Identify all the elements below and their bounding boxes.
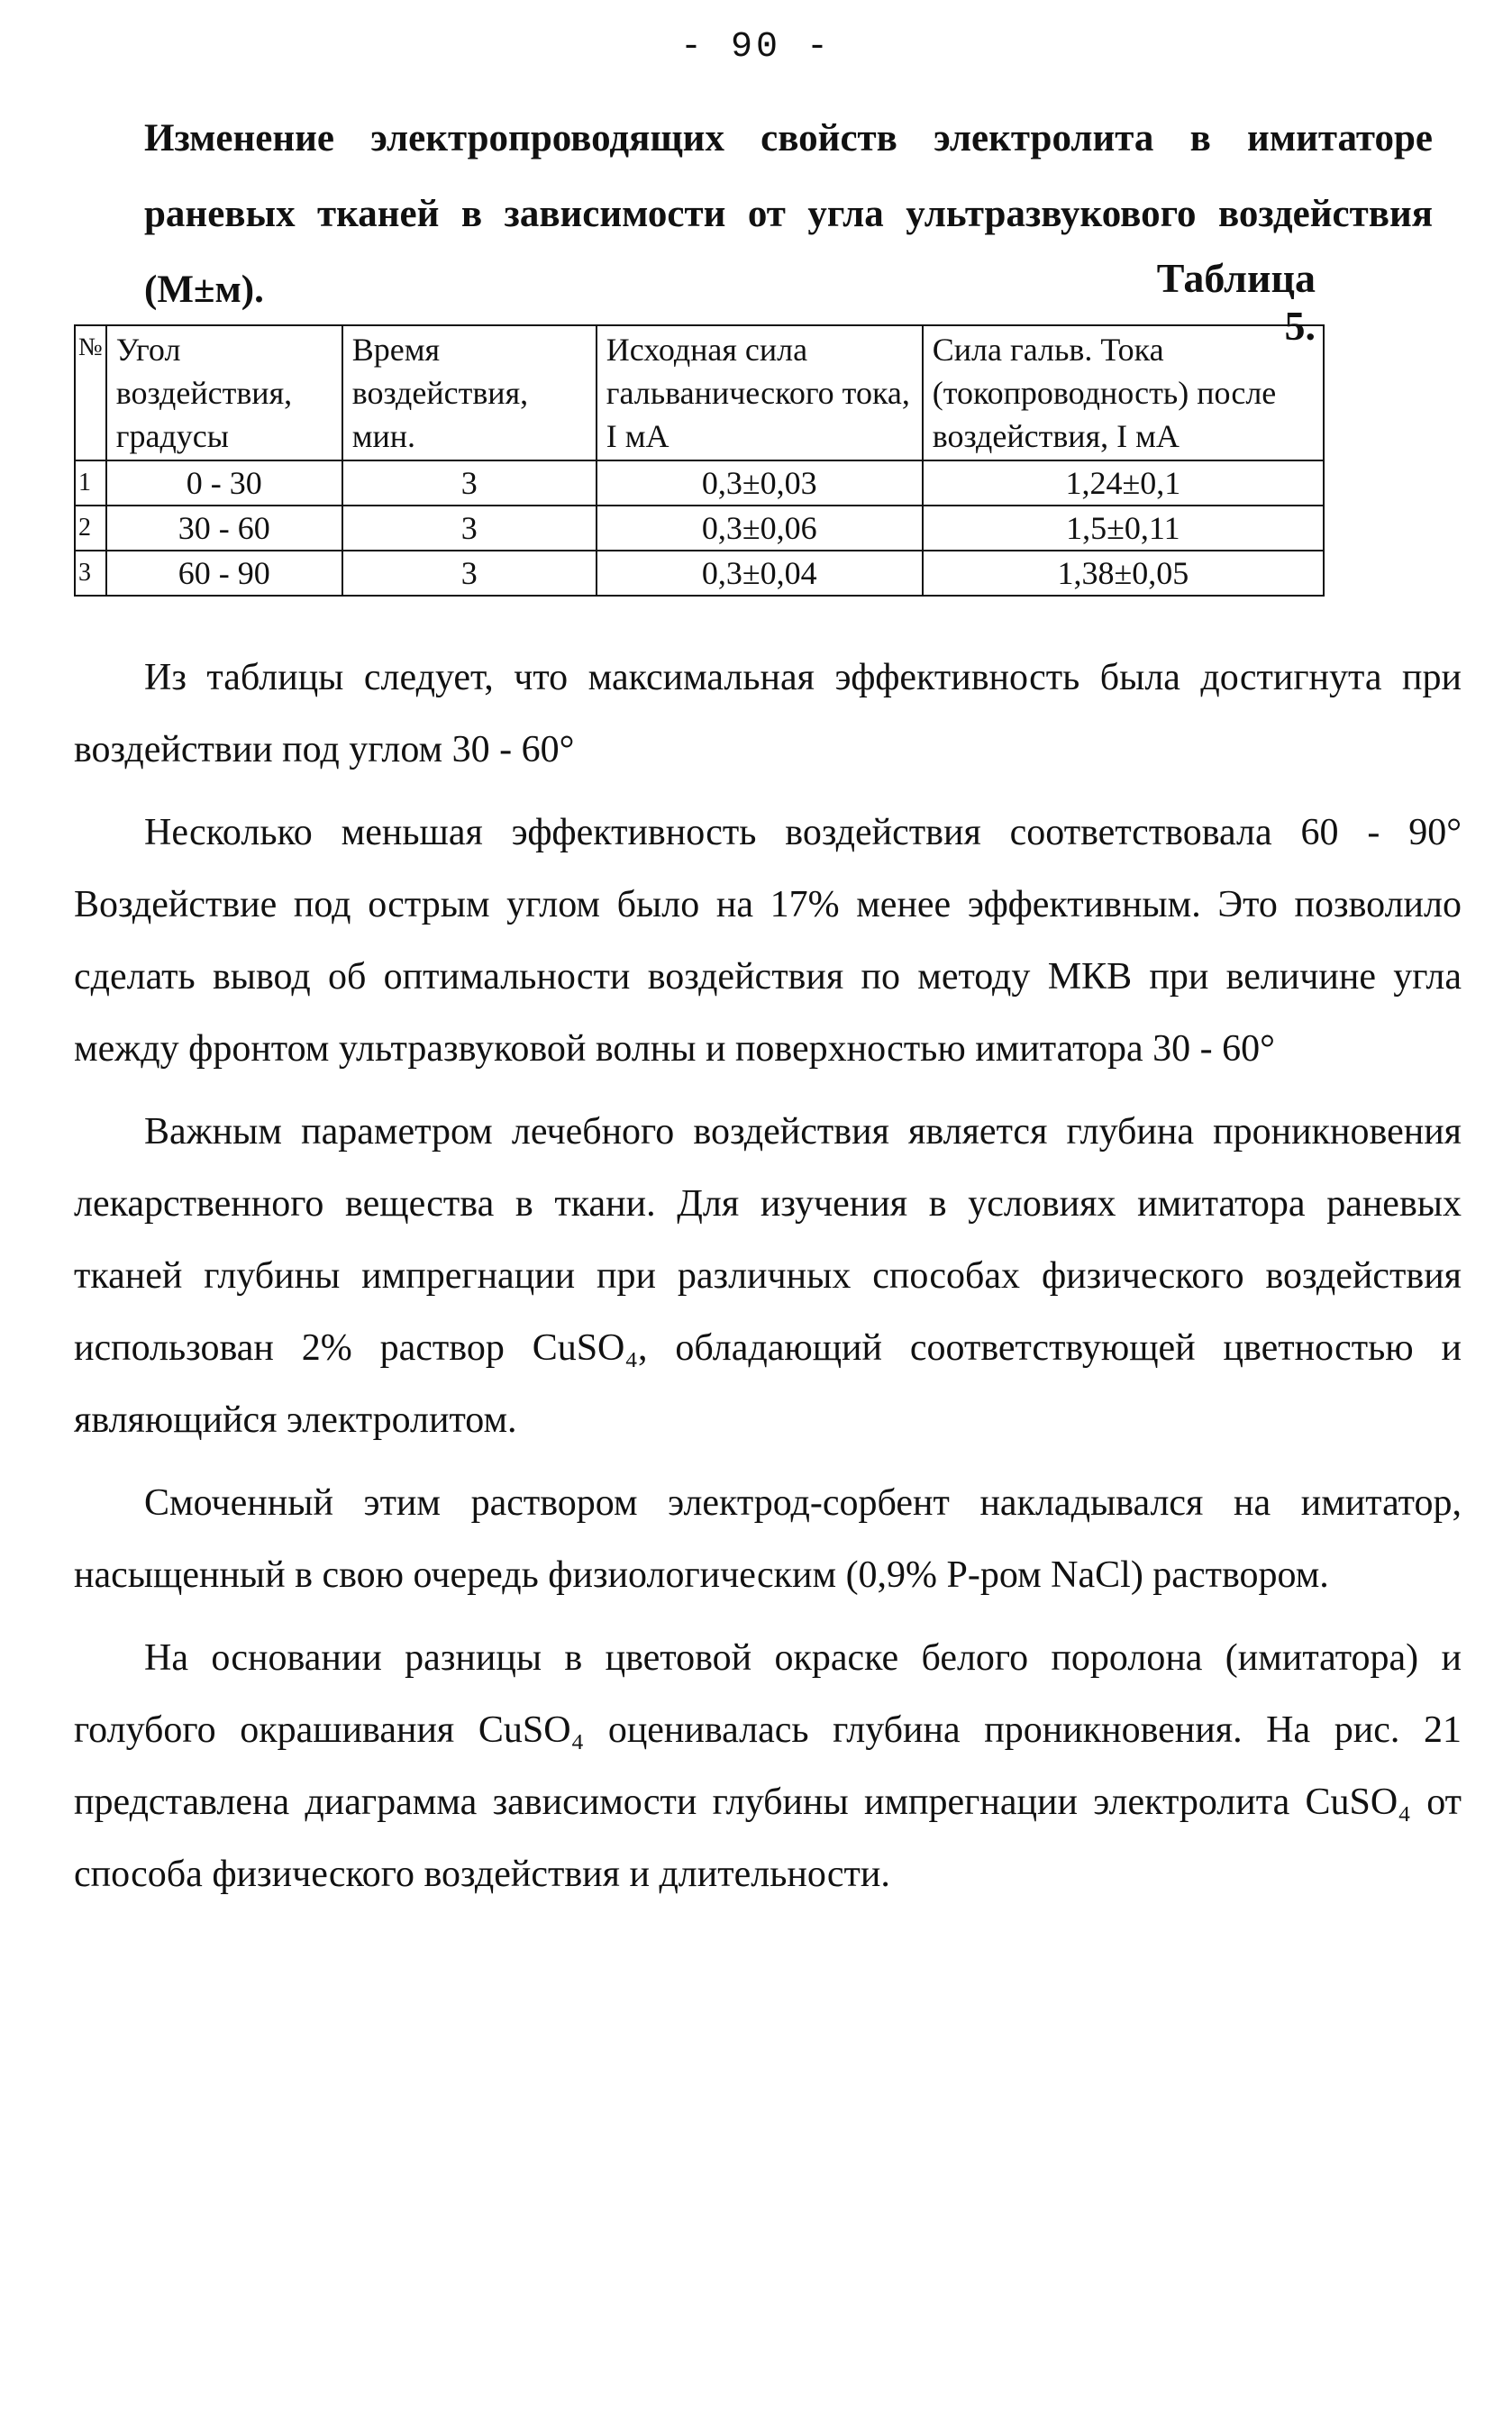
cell-angle: 30 - 60 [106, 506, 342, 551]
header-time: Время воздействия, мин. [342, 325, 597, 460]
paragraph: Несколько меньшая эффективность воздействия соответствовала 60 - 90° Воздействие под острым углом было на 17% менее эффективным. Это позволило сделать вывод об оптимальности воздействия по методу МКВ при величине угла между фронтом ультразвуковой волны и поверхностью имитатора 30 - 60° [74, 812, 1462, 1070]
paragraph: Важным параметром лечебного воздействия является глубина проникновения лекарственного вещества в ткани. Для изучения в условиях имитатора раневых тканей глубины импрегнации при различных способах физического воздействия использован 2% раствор CuSO₄, обладающий соответствующей цветностью и являющийся электролитом. [74, 1111, 1462, 1441]
table-row [75, 551, 1324, 596]
row-number: 3 [75, 551, 106, 596]
row-number: 1 [75, 460, 106, 506]
results-table [74, 324, 1325, 597]
table-row [75, 506, 1324, 551]
cell-angle: 60 - 90 [106, 551, 342, 596]
cell-final-current: 1,38±0,05 [923, 551, 1324, 596]
paragraph: На основании разницы в цветовой окраске белого поролона (имитатора) и голубого окрашивания CuSO₄ оценивалась глубина проникновения. На рис. 21 представлена диаграмма зависимости глубины импрегнации электролита CuSO₄ от способа физического воздействия и длительности. [74, 1637, 1462, 1895]
header-angle: Угол воздействия, градусы [106, 325, 342, 460]
cell-final-current: 1,5±0,11 [923, 506, 1324, 551]
cell-time: 3 [342, 506, 597, 551]
table-caption: Таблица 5. [1156, 255, 1316, 349]
header-initial-current: Исходная сила гальванического тока, I мА [597, 325, 923, 460]
cell-initial-current: 0,3±0,06 [597, 506, 923, 551]
cell-initial-current: 0,3±0,03 [597, 460, 923, 506]
table-header-row [75, 325, 1324, 460]
header-number: № [75, 325, 106, 460]
row-number: 2 [75, 506, 106, 551]
body-text [74, 642, 1462, 1910]
table-row [75, 460, 1324, 506]
cell-time: 3 [342, 551, 597, 596]
header-final-current: Сила гальв. Тока (токопроводность) после воздействия, I мА [923, 325, 1324, 460]
cell-final-current: 1,24±0,1 [923, 460, 1324, 506]
paragraph: Смоченный этим раствором электрод-сорбент накладывался на имитатор, насыщенный в свою очередь физиологическим (0,9% Р-ром NaCl) раствором. [74, 1482, 1462, 1596]
cell-angle: 0 - 30 [106, 460, 342, 506]
paragraph: Из таблицы следует, что максимальная эффективность была достигнута при воздействии под углом 30 - 60° [74, 657, 1462, 770]
page-number: - 90 - [679, 27, 833, 68]
document-title: Изменение электропроводящих свойств электролита в имитаторе раневых тканей в зависимости от угла ультразвукового воздействия (M±м). [144, 117, 1433, 311]
cell-time: 3 [342, 460, 597, 506]
cell-initial-current: 0,3±0,04 [597, 551, 923, 596]
